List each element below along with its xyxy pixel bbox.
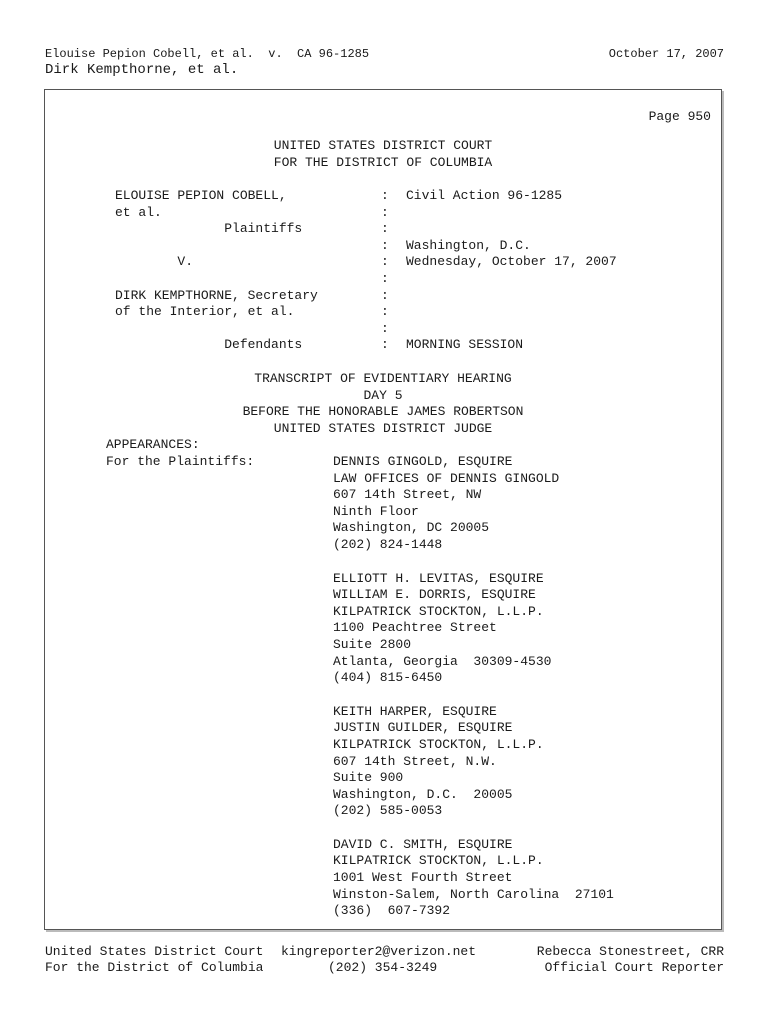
caption-right-line [406, 304, 617, 321]
caption-left-line: Plaintiffs [115, 221, 303, 237]
footer-court-line2: For the District of Columbia [45, 960, 264, 975]
counsel-line: KILPATRICK STOCKTON, L.L.P. [333, 853, 544, 869]
counsel-group [333, 837, 614, 920]
caption-left-line: Defendants [115, 337, 303, 353]
caption-colon: : [381, 204, 389, 220]
caption-left-line [115, 238, 318, 255]
caption-right-line: Civil Action 96-1285 [406, 188, 563, 203]
counsel-line: Suite 2800 [333, 636, 412, 652]
counsel-line: Suite 900 [333, 770, 404, 786]
counsel-line: 1001 West Fourth Street [333, 870, 513, 886]
counsel-line: Washington, DC 20005 [333, 520, 490, 536]
caption-colon: : [381, 287, 389, 303]
caption-right-line [406, 288, 617, 305]
counsel-line: (404) 815-6450 [333, 670, 443, 686]
appearances-heading: APPEARANCES: [106, 437, 200, 452]
presiding-judge: BEFORE THE HONORABLE JAMES ROBERTSON [242, 404, 524, 420]
caption-right-line [406, 205, 617, 222]
caption-colon: : [381, 254, 389, 270]
caption-right-line [406, 271, 617, 288]
caption-right-line [406, 321, 617, 338]
caption-right-line [406, 221, 617, 238]
caption-left-line: of the Interior, et al. [115, 304, 295, 320]
counsel-line: (336) 607-7392 [333, 903, 451, 919]
counsel-line: Washington, D.C. 20005 [333, 786, 513, 802]
page-number: Page 950 [648, 109, 711, 124]
caption-colon-column [381, 188, 389, 354]
footer-reporter-phone: (202) 354-3249 [328, 960, 438, 975]
judge-title: UNITED STATES DISTRICT JUDGE [273, 420, 493, 436]
caption-left-column [115, 188, 318, 354]
footer-reporter-name: Rebecca Stonestreet, CRR [536, 944, 724, 959]
caption-left-line: ELOUISE PEPION COBELL, [115, 188, 287, 203]
caption-left-line: DIRK KEMPTHORNE, Secretary [115, 287, 318, 303]
counsel-line: WILLIAM E. DORRIS, ESQUIRE [333, 587, 536, 603]
hearing-day: DAY 5 [363, 387, 403, 403]
caption-colon: : [381, 304, 389, 320]
caption-colon: : [381, 337, 389, 353]
counsel-group [333, 704, 614, 820]
counsel-line: KILPATRICK STOCKTON, L.L.P. [333, 603, 544, 619]
case-caption-line2: Dirk Kempthorne, et al. [45, 62, 239, 78]
counsel-group [333, 454, 614, 554]
counsel-line: ELLIOTT H. LEVITAS, ESQUIRE [333, 570, 544, 586]
counsel-line: (202) 585-0053 [333, 803, 443, 819]
plaintiffs-label: For the Plaintiffs: [106, 454, 255, 469]
counsel-line: Winston-Salem, North Carolina 27101 [333, 886, 614, 902]
caption-colon: : [381, 270, 389, 286]
counsel-group [333, 571, 614, 687]
counsel-line: DAVID C. SMITH, ESQUIRE [333, 836, 513, 852]
counsel-line: JUSTIN GUILDER, ESQUIRE [333, 720, 513, 736]
counsel-list [333, 454, 614, 920]
court-name-line2: FOR THE DISTRICT OF COLUMBIA [273, 154, 493, 170]
court-name-line1: UNITED STATES DISTRICT COURT [273, 138, 493, 153]
counsel-line: KILPATRICK STOCKTON, L.L.P. [333, 736, 544, 752]
counsel-line: 607 14th Street, NW [333, 487, 482, 503]
caption-left-line: V. [115, 254, 194, 270]
caption-colon: : [381, 320, 389, 336]
caption-left-line: et al. [115, 204, 162, 220]
caption-left-line [115, 271, 318, 288]
counsel-line: Ninth Floor [333, 503, 419, 519]
counsel-line: 607 14th Street, N.W. [333, 753, 497, 769]
counsel-line: LAW OFFICES OF DENNIS GINGOLD [333, 470, 560, 486]
caption-right-line: MORNING SESSION [406, 337, 524, 353]
counsel-line: KEITH HARPER, ESQUIRE [333, 703, 497, 719]
footer-reporter-email: kingreporter2@verizon.net [281, 944, 477, 959]
footer-reporter-title: Official Court Reporter [544, 960, 724, 975]
caption-right-line: Wednesday, October 17, 2007 [406, 254, 617, 270]
caption-right-column [406, 188, 617, 354]
counsel-line: DENNIS GINGOLD, ESQUIRE [333, 454, 513, 469]
header-date: October 17, 2007 [608, 47, 724, 61]
counsel-line: Atlanta, Georgia 30309-4530 [333, 653, 552, 669]
caption-left-line [115, 321, 318, 338]
caption-colon: : [381, 221, 389, 237]
caption-right-line: Washington, D.C. [406, 237, 531, 253]
caption-colon: : [381, 237, 389, 253]
case-caption-line1: Elouise Pepion Cobell, et al. v. CA 96-1285 [45, 47, 370, 61]
counsel-line: (202) 824-1448 [333, 536, 443, 552]
transcript-page-frame [44, 89, 722, 930]
footer-court-line1: United States District Court [45, 944, 264, 959]
counsel-line: 1100 Peachtree Street [333, 620, 497, 636]
caption-colon: : [381, 188, 389, 203]
transcript-title: TRANSCRIPT OF EVIDENTIARY HEARING [254, 371, 512, 386]
